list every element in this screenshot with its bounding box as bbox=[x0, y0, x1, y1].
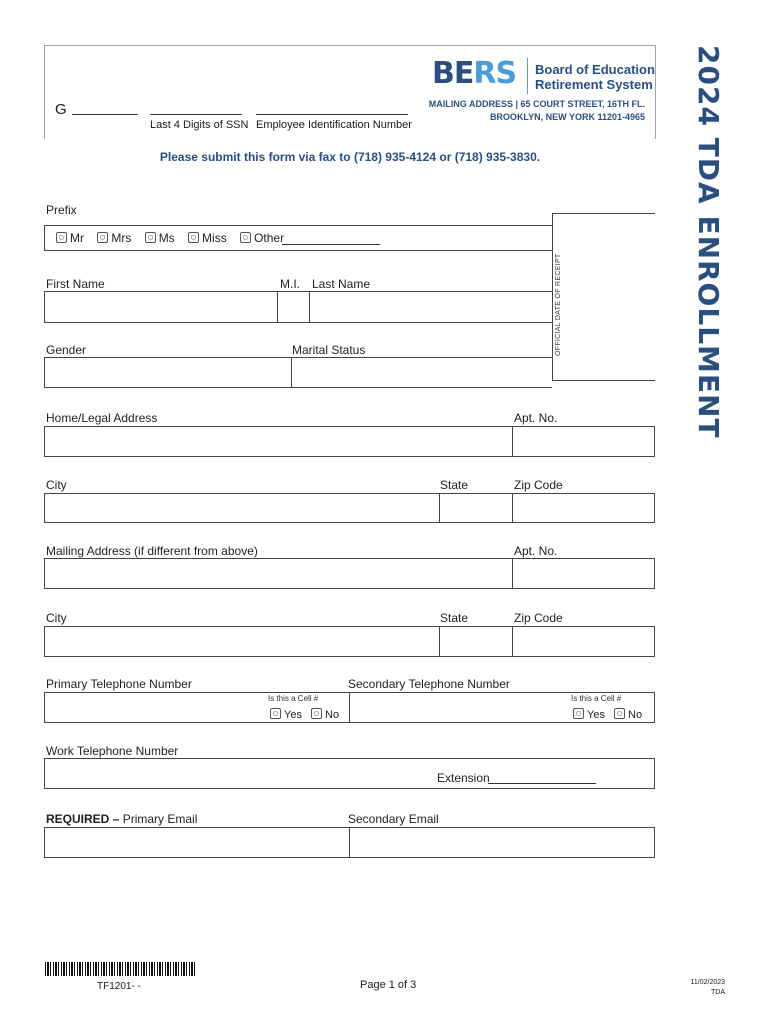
g-number-field[interactable] bbox=[72, 100, 138, 115]
secondary-cell-options bbox=[573, 708, 642, 721]
ein-field[interactable] bbox=[256, 100, 408, 115]
prefix-label: Prefix bbox=[46, 203, 77, 217]
home-city-label: City bbox=[46, 478, 67, 492]
home-apt-input[interactable] bbox=[513, 427, 653, 456]
barcode bbox=[45, 962, 195, 976]
primary-phone-input[interactable] bbox=[45, 693, 265, 722]
revision-date: 11/02/2023 bbox=[690, 979, 725, 986]
mi-label: M.I. bbox=[280, 277, 300, 291]
prefix-other-field[interactable] bbox=[282, 230, 380, 245]
secondary-email-input[interactable] bbox=[350, 828, 653, 857]
radio-icon bbox=[270, 708, 281, 719]
mi-input[interactable] bbox=[277, 292, 308, 322]
work-phone-label: Work Telephone Number bbox=[46, 744, 179, 758]
extension-field[interactable] bbox=[488, 769, 596, 784]
form-name: TDA bbox=[711, 989, 725, 996]
mailing-state-input[interactable] bbox=[440, 627, 510, 656]
mailing-address-input[interactable] bbox=[45, 559, 510, 588]
primary-phone-label: Primary Telephone Number bbox=[46, 677, 192, 691]
ssn-label: Last 4 Digits of SSN bbox=[150, 119, 249, 131]
page-number: Page 1 of 3 bbox=[360, 979, 417, 991]
extension-label: Extension bbox=[437, 771, 490, 785]
radio-icon bbox=[240, 232, 251, 243]
secondary-email-label: Secondary Email bbox=[348, 812, 439, 826]
mailing-zip-label: Zip Code bbox=[514, 611, 563, 625]
primary-cell-yes[interactable]: Yes bbox=[270, 709, 302, 721]
primary-email-label: REQUIRED – Primary Email bbox=[46, 812, 198, 826]
radio-icon bbox=[145, 232, 156, 243]
radio-icon bbox=[614, 708, 625, 719]
ein-label: Employee Identification Number bbox=[256, 119, 412, 131]
prefix-mrs[interactable]: Mrs bbox=[97, 231, 131, 245]
prefix-ms[interactable]: Ms bbox=[145, 231, 175, 245]
gender-input[interactable] bbox=[45, 358, 289, 387]
radio-icon bbox=[56, 232, 67, 243]
mailing-apt-input[interactable] bbox=[513, 559, 653, 588]
radio-icon bbox=[188, 232, 199, 243]
primary-cell-options bbox=[270, 708, 339, 721]
secondary-phone-input[interactable] bbox=[352, 693, 562, 722]
radio-icon bbox=[97, 232, 108, 243]
g-prefix: G bbox=[55, 101, 67, 118]
last-name-input[interactable] bbox=[309, 292, 551, 322]
home-state-input[interactable] bbox=[440, 494, 510, 522]
home-city-input[interactable] bbox=[45, 494, 437, 522]
form-code: TF1201- - bbox=[97, 981, 141, 992]
last-name-label: Last Name bbox=[312, 277, 371, 291]
receipt-box bbox=[552, 213, 655, 381]
form-title: 2024 TDA ENROLLMENT bbox=[692, 45, 725, 439]
logo-divider bbox=[527, 58, 528, 94]
home-apt-label: Apt. No. bbox=[514, 411, 558, 425]
home-state-label: State bbox=[440, 478, 469, 492]
work-phone-input[interactable] bbox=[45, 759, 430, 788]
ssn-field[interactable] bbox=[150, 100, 242, 115]
prefix-miss[interactable]: Miss bbox=[188, 231, 227, 245]
prefix-other[interactable]: Other bbox=[240, 231, 284, 245]
first-name-input[interactable] bbox=[45, 292, 276, 322]
bers-logo: BERS bbox=[432, 56, 517, 91]
first-name-label: First Name bbox=[46, 277, 105, 291]
primary-is-cell-label: Is this a Cell # bbox=[268, 694, 319, 703]
org-name: Board of Education Retirement System bbox=[535, 62, 655, 92]
footer-meta bbox=[690, 978, 725, 998]
marital-status-label: Marital Status bbox=[292, 343, 366, 357]
prefix-mr[interactable]: Mr bbox=[56, 231, 84, 245]
home-address-label: Home/Legal Address bbox=[46, 411, 158, 425]
marital-status-input[interactable] bbox=[292, 358, 551, 387]
home-zip-input[interactable] bbox=[513, 494, 653, 522]
mailing-address-label: Mailing Address (if different from above) bbox=[46, 544, 258, 558]
mailing-city-label: City bbox=[46, 611, 67, 625]
prefix-options bbox=[56, 231, 284, 245]
radio-icon bbox=[573, 708, 584, 719]
gender-label: Gender bbox=[46, 343, 87, 357]
mailing-state-label: State bbox=[440, 611, 469, 625]
mailing-apt-label: Apt. No. bbox=[514, 544, 558, 558]
home-zip-label: Zip Code bbox=[514, 478, 563, 492]
home-address-input[interactable] bbox=[45, 427, 510, 456]
mailing-city-input[interactable] bbox=[45, 627, 437, 656]
fax-instruction: Please submit this form via fax to (718) 935-4124 or (718) 935-3830. bbox=[159, 150, 541, 164]
receipt-label: OFFICIAL DATE OF RECEIPT bbox=[555, 253, 562, 356]
secondary-cell-yes[interactable]: Yes bbox=[573, 709, 605, 721]
secondary-phone-label: Secondary Telephone Number bbox=[348, 677, 510, 691]
mailing-address: MAILING ADDRESS | 65 COURT STREET, 16TH FL. BROOKLYN, NEW YORK 11201-4965 bbox=[428, 99, 645, 122]
secondary-is-cell-label: Is this a Cell # bbox=[571, 694, 622, 703]
radio-icon bbox=[311, 708, 322, 719]
primary-email-input[interactable] bbox=[45, 828, 347, 857]
secondary-cell-no[interactable]: No bbox=[614, 709, 642, 721]
primary-cell-no[interactable]: No bbox=[311, 709, 339, 721]
mailing-zip-input[interactable] bbox=[513, 627, 653, 656]
